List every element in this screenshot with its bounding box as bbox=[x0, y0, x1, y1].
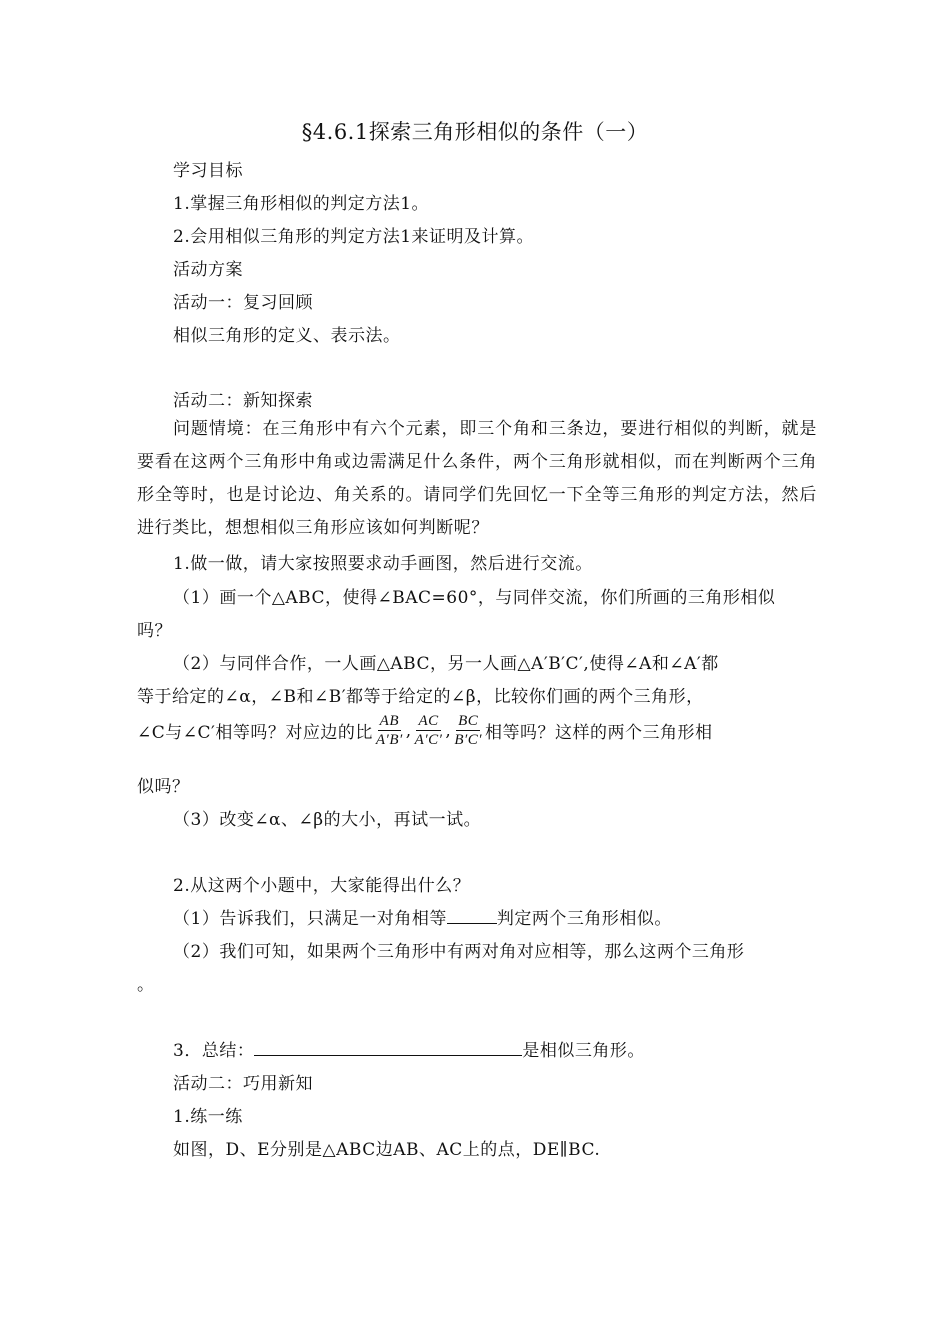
activity-2-heading: 活动二：新知探索 bbox=[173, 391, 313, 411]
ratio-ab-num: AB bbox=[379, 713, 399, 729]
plan-heading: 活动方案 bbox=[173, 260, 243, 280]
practice-text: 如图，D、E分别是△ABC边AB、AC上的点，DE∥BC. bbox=[173, 1140, 601, 1160]
do-two-q1 bbox=[173, 904, 672, 929]
question-2-line-d: 似吗？ bbox=[137, 777, 190, 797]
answer-blank-1[interactable] bbox=[447, 909, 497, 924]
goal-item-1: 1.掌握三角形相似的判定方法1。 bbox=[173, 194, 430, 214]
ratio-ab-den: A′B′ bbox=[375, 732, 403, 748]
do-two-q2-line-a: （2）我们可知，如果两个三角形中有两对角对应相等，那么这两个三角形 bbox=[173, 942, 745, 962]
question-1-line-a: （1）画一个△ABC，使得∠BAC=60°，与同伴交流，你们所画的三角形相似 bbox=[173, 588, 776, 608]
practice-heading: 1.练一练 bbox=[173, 1107, 243, 1127]
ratio-ac-den: A′C′ bbox=[414, 732, 443, 748]
page-title: §4.6.1探索三角形相似的条件（一） bbox=[301, 120, 649, 144]
do-two-q2-line-b: 。 bbox=[137, 975, 155, 995]
activity-3-heading: 活动二：巧用新知 bbox=[173, 1074, 313, 1094]
summary-pre: 3．总结： bbox=[173, 1041, 255, 1061]
ratio-ac bbox=[413, 712, 445, 749]
activity-1-text: 相似三角形的定义、表示法。 bbox=[173, 326, 401, 346]
question-1-line-b: 吗？ bbox=[137, 621, 172, 641]
do-two: 2.从这两个小题中，大家能得出什么？ bbox=[173, 876, 471, 896]
summary-line bbox=[173, 1036, 645, 1061]
goal-item-2: 2.会用相似三角形的判定方法1来证明及计算。 bbox=[173, 227, 535, 247]
ratio-bc-den: B′C′ bbox=[454, 732, 483, 748]
comma: , bbox=[405, 720, 412, 741]
do-one: 1.做一做，请大家按照要求动手画图，然后进行交流。 bbox=[173, 554, 593, 574]
summary-post: 是相似三角形。 bbox=[522, 1041, 645, 1061]
problem-paragraph: 问题情境：在三角形中有六个元素，即三个角和三条边，要进行相似的判断，就是要看在这两个三角形中角或边需满足什么条件，两个三角形就相似，而在判断两个三角形全等时，也是讨论边、角关系的。请同学们先回忆一下全等三角形的判定方法，然后进行类比，想想相似三角形应该如何判断呢？ bbox=[137, 419, 817, 538]
do-two-q1-post: 判定两个三角形相似。 bbox=[496, 909, 672, 929]
question-2-line-c bbox=[137, 712, 713, 749]
comma: , bbox=[445, 720, 452, 741]
question-3: （3）改变∠α、∠β的大小，再试一试。 bbox=[173, 810, 482, 830]
answer-blank-summary[interactable] bbox=[254, 1041, 522, 1056]
ratio-ac-num: AC bbox=[418, 713, 439, 729]
question-2-line-c-post: 相等吗？这样的两个三角形相 bbox=[485, 723, 713, 743]
ratio-ab bbox=[374, 712, 405, 749]
do-two-q1-pre: （1）告诉我们，只满足一对角相等 bbox=[173, 909, 447, 929]
activity-1-heading: 活动一：复习回顾 bbox=[173, 293, 313, 313]
goal-heading: 学习目标 bbox=[173, 161, 243, 181]
question-2-line-c-pre: ∠C与∠C′相等吗？对应边的比 bbox=[137, 723, 373, 743]
question-2-line-a: （2）与同伴合作，一人画△ABC，另一人画△A′B′C′,使得∠A和∠A′都 bbox=[173, 654, 719, 674]
ratio-bc-num: BC bbox=[458, 713, 479, 729]
ratio-bc bbox=[452, 712, 484, 749]
question-2-line-b: 等于给定的∠α，∠B和∠B′都等于给定的∠β，比较你们画的两个三角形， bbox=[137, 687, 704, 707]
